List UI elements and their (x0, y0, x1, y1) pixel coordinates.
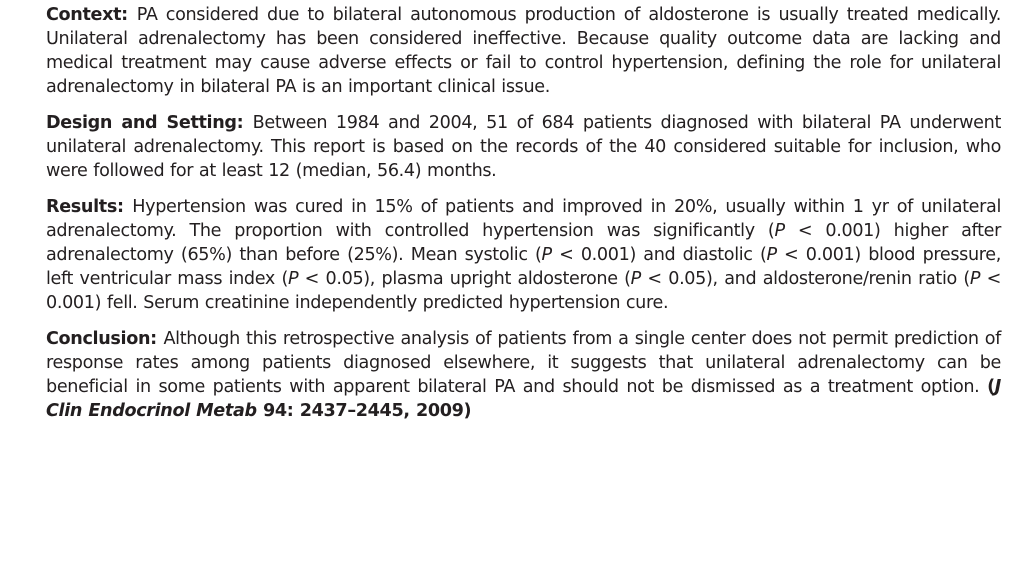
results-heading: Results: (46, 197, 124, 217)
conclusion-heading: Conclusion: (46, 329, 157, 349)
citation-open: ( (987, 377, 995, 397)
results-text-5: < 0.05), plasma upright aldosterone ( (298, 269, 631, 289)
p-value-symbol: P (766, 245, 777, 265)
p-value-symbol: P (541, 245, 552, 265)
context-section (46, 3, 1001, 99)
citation-rest: 94: 2437–2445, 2009) (256, 401, 472, 421)
results-text-2: < 0.001) higher after adrenalectomy (65%) than before (25%). Mean systolic ( (46, 221, 1001, 265)
context-text: PA considered due to bilateral autonomous production of aldosterone is usually treated medically. Unilateral adrenalectomy has been considered ineffective. Because quality outcome data are lacking and medical treatment may cause adverse effects or fail to control hypertension, defining the role for unilateral adrenalectomy in bilateral PA is an important clinical issue. (46, 5, 1001, 97)
p-value-symbol: P (287, 269, 299, 289)
p-value-symbol: P (630, 269, 641, 289)
design-heading: Design and Setting: (46, 113, 244, 133)
results-text-3: < 0.001) and diastolic ( (551, 245, 767, 265)
design-section (46, 111, 1001, 183)
conclusion-text: Although this retrospective analysis of patients from a single center does not permit prediction of response rates among patients diagnosed elsewhere, it suggests that unilateral adrenalectomy can be beneficial in some patients with apparent bilateral PA and should not be dismissed as a treatment option. (46, 329, 1001, 397)
p-value-symbol: P (969, 269, 981, 289)
context-heading: Context: (46, 5, 128, 25)
citation-journal: J Clin Endocrinol Metab (46, 377, 1001, 421)
results-text-4: < 0.001) blood pressure, left ventricular mass index ( (46, 245, 1002, 289)
design-text: Between 1984 and 2004, 51 of 684 patients diagnosed with bilateral PA underwent unilateral adrenalectomy. This report is based on the records of the 40 considered suitable for inclusion, who were followed for at least 12 (median, 56.4) months. (46, 113, 1002, 181)
results-text-1: Hypertension was cured in 15% of patients and improved in 20%, usually within 1 yr of unilateral adrenalectomy. The proportion with controlled hypertension was significantly ( (46, 197, 1001, 241)
results-section (46, 195, 1001, 315)
abstract (46, 3, 1001, 435)
conclusion-section (46, 327, 1001, 423)
results-text-6: < 0.05), and aldosterone/renin ratio ( (640, 269, 970, 289)
results-text-7: < 0.001) fell. Serum creatinine independently predicted hypertension cure. (46, 269, 1001, 313)
p-value-symbol: P (774, 221, 785, 241)
